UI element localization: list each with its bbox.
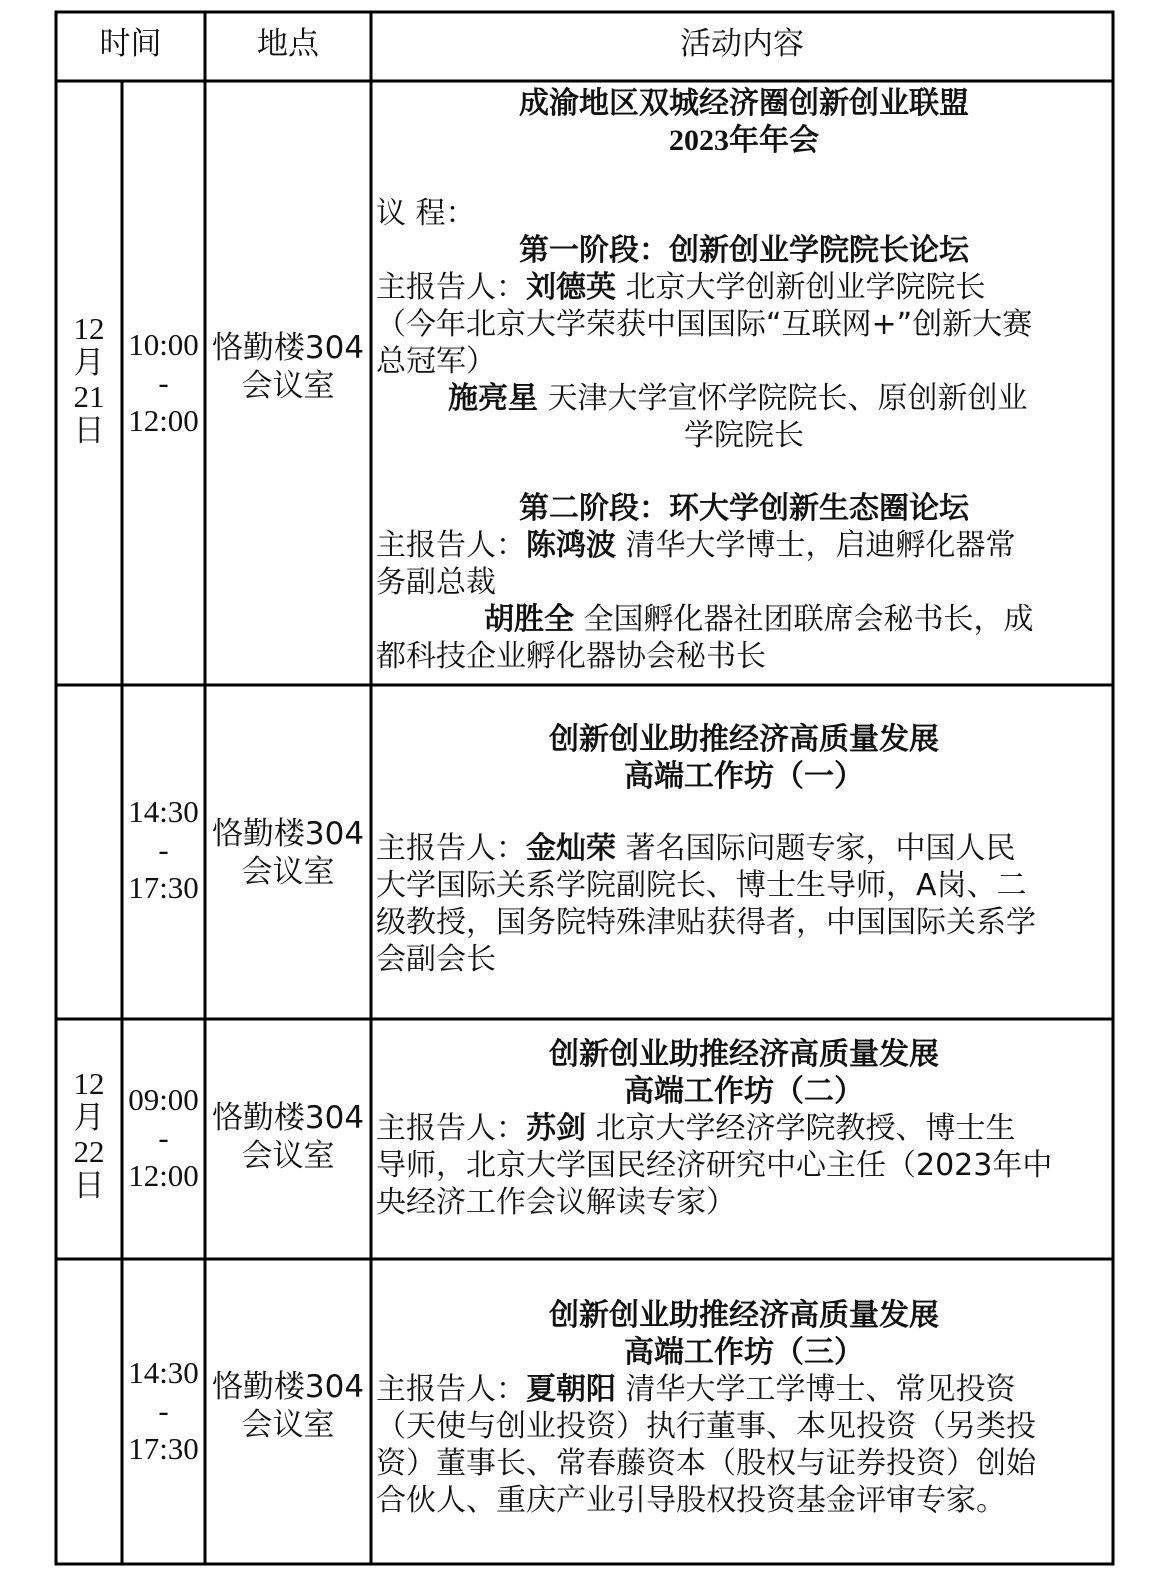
time-start: 10:00 xyxy=(128,327,199,362)
speaker-desc: 清华大学博士，启迪孵化器常 xyxy=(616,528,1016,563)
date-day-char: 日 xyxy=(73,1168,105,1203)
time-cell xyxy=(122,1081,205,1195)
place-cell xyxy=(205,1099,371,1175)
speaker-name: 施亮星 xyxy=(448,381,538,416)
header-place: 地点 xyxy=(257,26,319,62)
speaker-name: 刘德英 xyxy=(526,270,616,305)
time-dash: - xyxy=(158,365,169,400)
speaker-desc-cont: 央经济工作会议解读专家） xyxy=(376,1185,736,1220)
time-dash: - xyxy=(158,1393,169,1428)
place-cell xyxy=(205,815,371,891)
speaker-desc-cont: 资）董事长、常春藤资本（股权与证券投资）创始 xyxy=(376,1446,1036,1481)
place-room: 会议室 xyxy=(241,1138,335,1174)
time-start: 14:30 xyxy=(128,1355,199,1390)
place-building: 恪勤楼304 xyxy=(211,1100,365,1136)
speaker-name: 夏朝阳 xyxy=(526,1372,616,1407)
date-month-char: 月 xyxy=(73,1100,105,1135)
date-day-num: 22 xyxy=(73,1134,105,1169)
time-end: 12:00 xyxy=(128,1158,199,1193)
workshop-subtitle: 高端工作坊（二） xyxy=(624,1074,864,1109)
place-building: 恪勤楼304 xyxy=(211,1369,365,1405)
time-end: 17:30 xyxy=(128,1431,199,1466)
speaker-desc-cont: 务副总裁 xyxy=(376,565,496,600)
workshop-title: 创新创业助推经济高质量发展 xyxy=(549,722,939,757)
speaker-desc: 北京大学创新创业学院院长 xyxy=(616,270,986,305)
time-cell xyxy=(122,326,205,440)
workshop-title: 创新创业助推经济高质量发展 xyxy=(549,1037,939,1072)
speaker-desc: 清华大学工学博士、常见投资 xyxy=(616,1372,1016,1407)
place-cell xyxy=(205,1368,371,1444)
speaker-desc-cont: 学院院长 xyxy=(684,418,804,453)
speaker-desc: 北京大学经济学院教授、博士生 xyxy=(586,1111,1016,1146)
speaker-line xyxy=(376,527,1112,564)
speaker-desc-cont: 都科技企业孵化器协会秘书长 xyxy=(376,639,766,674)
speaker-name: 苏剑 xyxy=(526,1111,586,1146)
speaker-prefix: 主报告人： xyxy=(376,528,526,563)
speaker-desc-cont: 大学国际关系学院副院长、博士生导师，A岗、二 xyxy=(376,868,1027,903)
time-end: 12:00 xyxy=(128,403,199,438)
time-start: 14:30 xyxy=(128,794,199,829)
header-time: 时间 xyxy=(99,26,162,62)
date-month-num: 12 xyxy=(73,311,105,346)
time-dash: - xyxy=(158,1120,169,1155)
place-cell xyxy=(205,329,371,405)
stage-one-title: 第一阶段：创新创业学院院长论坛 xyxy=(519,233,969,268)
date-day-num: 21 xyxy=(73,379,105,414)
stage-two-title: 第二阶段：环大学创新生态圈论坛 xyxy=(519,491,969,526)
speaker-prefix: 主报告人： xyxy=(376,1372,526,1407)
event-title: 成渝地区双城经济圈创新创业联盟 xyxy=(519,86,969,121)
date-month-num: 12 xyxy=(73,1066,105,1101)
speaker-line xyxy=(376,830,1112,867)
speaker-name: 胡胜全 xyxy=(484,602,574,637)
speaker-name: 金灿荣 xyxy=(526,831,616,866)
place-building: 恪勤楼304 xyxy=(211,330,365,366)
time-dash: - xyxy=(158,832,169,867)
time-cell xyxy=(122,1354,205,1468)
speaker-prefix: 主报告人： xyxy=(376,1111,526,1146)
workshop-subtitle: 高端工作坊（三） xyxy=(624,1335,864,1370)
agenda-label: 议 程： xyxy=(376,196,476,231)
speaker-line xyxy=(376,269,1112,306)
speaker-desc-cont: （天使与创业投资）执行董事、本见投资（另类投 xyxy=(376,1409,1036,1444)
speaker-desc-cont: 导师，北京大学国民经济研究中心主任（2023年中 xyxy=(376,1148,1053,1183)
speaker-line xyxy=(376,1110,1112,1147)
speaker-desc-cont: 合伙人、重庆产业引导股权投资基金评审专家。 xyxy=(376,1483,1006,1518)
place-room: 会议室 xyxy=(241,368,335,404)
speaker-note-cont: 总冠军） xyxy=(376,344,496,379)
header-content: 活动内容 xyxy=(680,26,804,62)
speaker-line xyxy=(376,1371,1112,1408)
speaker-name: 陈鸿波 xyxy=(526,528,616,563)
speaker-prefix: 主报告人： xyxy=(376,270,526,305)
workshop-subtitle: 高端工作坊（一） xyxy=(624,759,864,794)
place-room: 会议室 xyxy=(241,1407,335,1443)
speaker-desc: 天津大学宣怀学院院长、原创新创业 xyxy=(538,381,1028,416)
event-subtitle: 2023年年会 xyxy=(669,124,819,157)
date-month-char: 月 xyxy=(73,345,105,380)
speaker-prefix: 主报告人： xyxy=(376,831,526,866)
speaker-desc-cont: 会副会长 xyxy=(376,942,496,977)
place-room: 会议室 xyxy=(241,854,335,890)
speaker-desc: 著名国际问题专家，中国人民 xyxy=(616,831,1016,866)
time-cell xyxy=(122,793,205,907)
time-end: 17:30 xyxy=(128,870,199,905)
speaker-line xyxy=(376,380,1170,417)
place-building: 恪勤楼304 xyxy=(211,816,365,852)
date-day-char: 日 xyxy=(73,413,105,448)
workshop-title: 创新创业助推经济高质量发展 xyxy=(549,1298,939,1333)
date-cell-dec21 xyxy=(56,312,122,448)
time-start: 09:00 xyxy=(128,1082,199,1117)
speaker-desc: 全国孵化器社团联席会秘书长，成 xyxy=(574,602,1034,637)
date-cell-dec22 xyxy=(56,1067,122,1203)
speaker-line xyxy=(376,601,1170,638)
speaker-desc-cont: 级教授，国务院特殊津贴获得者，中国国际关系学 xyxy=(376,905,1036,940)
speaker-note: （今年北京大学荣获中国国际“互联网+”创新大赛 xyxy=(376,307,1033,342)
